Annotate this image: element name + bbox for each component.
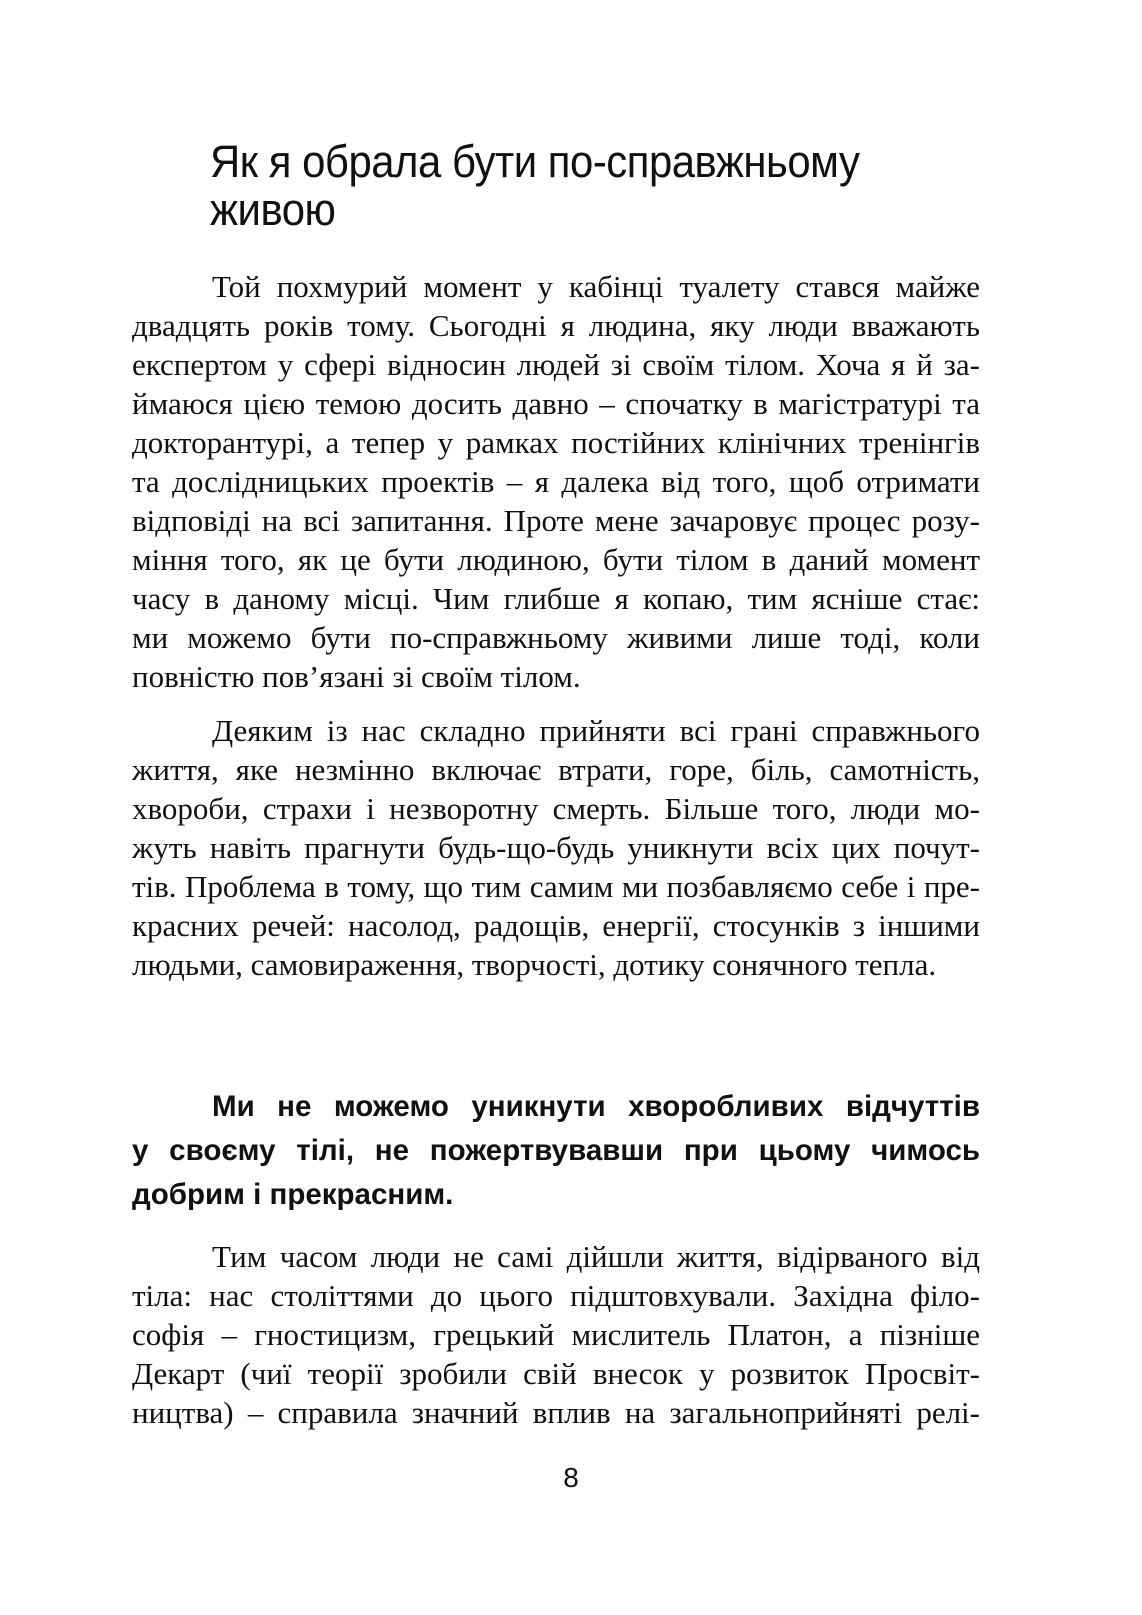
text-line: ймаюся цією темою досить давно – спочатку в магістратурі та [132, 386, 980, 421]
text-line: жуть навіть прагнути будь-що-будь уникнути всіх цих почут- [132, 830, 980, 865]
text-line: двадцять років тому. Сьогодні я людина, яку люди вважають [132, 308, 980, 343]
text-line: софія – гностицизм, грецький мислитель Платон, а пізніше [132, 1317, 980, 1352]
text-line: Декарт (чиї теорії зробили свій внесок у розвиток Просвіт- [132, 1356, 980, 1391]
text-line: тіла: нас століттями до цього підштовхували. Західна філо- [132, 1278, 980, 1313]
text-line: красних речей: насолод, радощів, енергії, стосунків з іншими [132, 908, 980, 943]
pull-quote [132, 1085, 980, 1217]
text-line: та дослідницьких проектів – я далека від того, щоб отримати [132, 464, 980, 499]
chapter-title-line: живою [210, 184, 336, 235]
pull-quote-line: у своєму тілі, не пожертвувавши при цьому чимось [132, 1134, 980, 1167]
text-line: хвороби, страхи і незворотну смерть. Більше того, люди мо- [132, 791, 980, 826]
paragraph-1 [132, 267, 980, 696]
text-line: відповіді на всі запитання. Проте мене зачаровує процес розу- [132, 503, 980, 538]
text-line: міння того, як це бути людиною, бути тілом в даний момент [132, 542, 980, 577]
text-line: експертом у сфері відносин людей зі своїм тілом. Хоча я й за- [132, 347, 980, 382]
chapter-title-line: Як я обрала бути по-справжньому [210, 136, 860, 187]
text-line: ми можемо бути по-справжньому живими лише тоді, коли [132, 620, 980, 655]
text-line: докторантурі, а тепер у рамках постійних клінічних тренінгів [132, 425, 980, 460]
page-number: 8 [563, 1462, 579, 1493]
text-line: Той похмурий момент у кабінці туалету стався майже [212, 269, 980, 304]
text-line: ництва) – справила значний вплив на загальноприйняті релі- [132, 1395, 980, 1430]
pull-quote-line: добрим і прекрасним. [132, 1178, 454, 1211]
text-line: Деяким із нас складно прийняти всі грані справжнього [212, 713, 980, 748]
text-line: повністю пов’язані зі своїм тілом. [132, 659, 581, 694]
paragraph-3 [132, 1237, 980, 1432]
text-line: часу в даному місці. Чим глибше я копаю, тим ясніше стає: [132, 581, 980, 616]
paragraph-2 [132, 711, 980, 984]
pull-quote-line: Ми не можемо уникнути хворобливих відчуттів [212, 1090, 980, 1123]
text-line: людьми, самовираження, творчості, дотику сонячного тепла. [132, 947, 937, 982]
text-line: Тим часом люди не самі дійшли життя, відірваного від [212, 1239, 980, 1274]
chapter-title [210, 138, 935, 234]
text-line: тів. Проблема в тому, що тим самим ми позбавляємо себе і пре- [132, 869, 980, 904]
text-line: життя, яке незмінно включає втрати, горе, біль, самотність, [132, 752, 980, 787]
